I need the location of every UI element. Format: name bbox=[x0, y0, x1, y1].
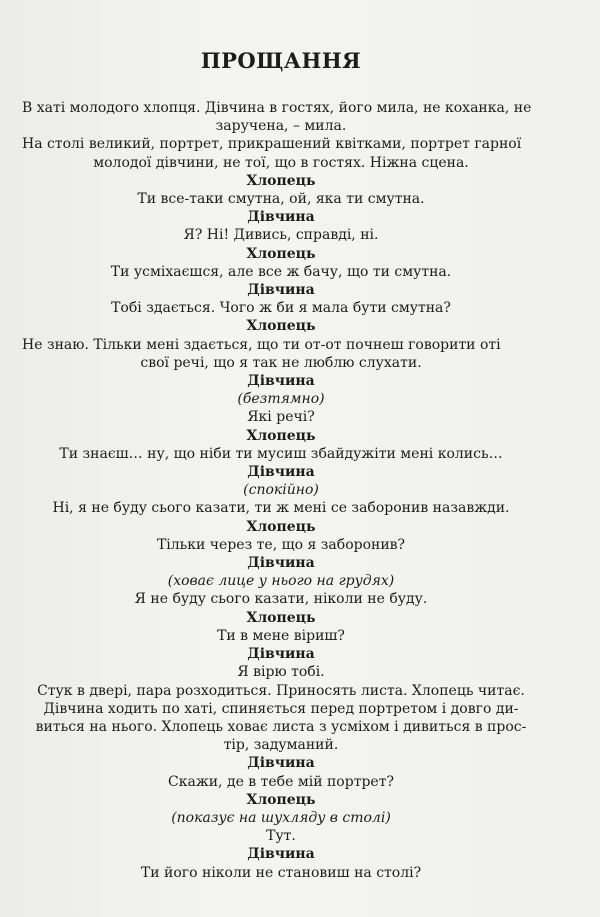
stage-text: виться на нього. Хлопець ховає листа з усміхом і дивиться в прос- bbox=[35, 718, 527, 735]
stage-text: заручена, – мила. bbox=[215, 118, 347, 135]
speech-line: Ти усміхаєшся, але все ж бачу, що ти смутна. bbox=[110, 263, 452, 280]
speech-line: Тут. bbox=[266, 828, 296, 845]
stage-text: молодої дівчини, не тої, що в гостях. Ніжна сцена. bbox=[93, 154, 469, 171]
speech-line: Ні, я не буду сього казати, ти ж мені се заборонив назавжди. bbox=[52, 500, 510, 517]
speaker-name: Хлопець bbox=[246, 791, 316, 808]
speaker-name: Дівчина bbox=[247, 555, 315, 572]
speaker-name: Дівчина bbox=[247, 209, 315, 226]
speech-line: Тільки через те, що я заборонив? bbox=[156, 536, 406, 553]
stage-text: На столі великий, портрет, прикрашений квітками, портрет гарної bbox=[22, 136, 522, 153]
speaker-name: Хлопець bbox=[246, 172, 316, 189]
play-text bbox=[22, 99, 540, 882]
speaker-name: Дівчина bbox=[247, 464, 315, 481]
stage-text: тір, задуманий. bbox=[223, 737, 339, 754]
speaker-name: Хлопець bbox=[246, 245, 316, 262]
speech-line: Ти в мене віриш? bbox=[217, 627, 345, 644]
speaker-name: Хлопець bbox=[246, 518, 316, 535]
speaker-name: Хлопець bbox=[246, 318, 316, 335]
speech-line: Ти його ніколи не становиш на столі? bbox=[140, 864, 422, 881]
stage-direction: (безтямно) bbox=[237, 391, 325, 408]
speaker-name: Дівчина bbox=[247, 282, 315, 299]
stage-text: В хаті молодого хлопця. Дівчина в гостях, його мила, не коханка, не bbox=[22, 100, 532, 116]
speech-line: Я? Ні! Дивись, справді, ні. bbox=[183, 227, 379, 244]
stage-text: Не знаю. Тільки мені здається, що ти от-от почнеш говорити оті bbox=[22, 336, 501, 353]
speech-line: Скажи, де в тебе мій портрет? bbox=[168, 773, 394, 790]
speaker-name: Хлопець bbox=[246, 609, 316, 626]
speech-line: Тобі здається. Чого ж би я мала бути смутна? bbox=[111, 300, 451, 317]
page-title: ПРОЩАННЯ bbox=[200, 48, 362, 73]
speech-line: Я вірю тобі. bbox=[237, 664, 325, 681]
speaker-name: Хлопець bbox=[246, 427, 316, 444]
speaker-name: Дівчина bbox=[247, 755, 315, 772]
stage-direction: (спокійно) bbox=[243, 482, 319, 499]
speech-line: Ти знаєш… ну, що ніби ти мусиш збайдужіти мені колись… bbox=[59, 445, 503, 462]
speech-line: Ти все-таки смутна, ой, яка ти смутна. bbox=[137, 191, 425, 208]
speech-line: Які речі? bbox=[247, 409, 315, 426]
stage-direction: (ховає лице у нього на грудях) bbox=[167, 573, 395, 590]
stage-direction: (показує на шухляду в столі) bbox=[171, 809, 391, 826]
speaker-name: Дівчина bbox=[247, 646, 315, 663]
speaker-name: Дівчина bbox=[247, 373, 315, 390]
stage-text: свої речі, що я так не люблю слухати. bbox=[140, 354, 422, 371]
stage-text: Стук в двері, пара розходиться. Приносять листа. Хлопець читає. bbox=[37, 682, 525, 699]
speech-line: Я не буду сього казати, ніколи не буду. bbox=[134, 591, 428, 608]
speaker-name: Дівчина bbox=[247, 846, 315, 863]
stage-text: Дівчина ходить по хаті, спиняється перед портретом і довго ди- bbox=[43, 700, 519, 717]
